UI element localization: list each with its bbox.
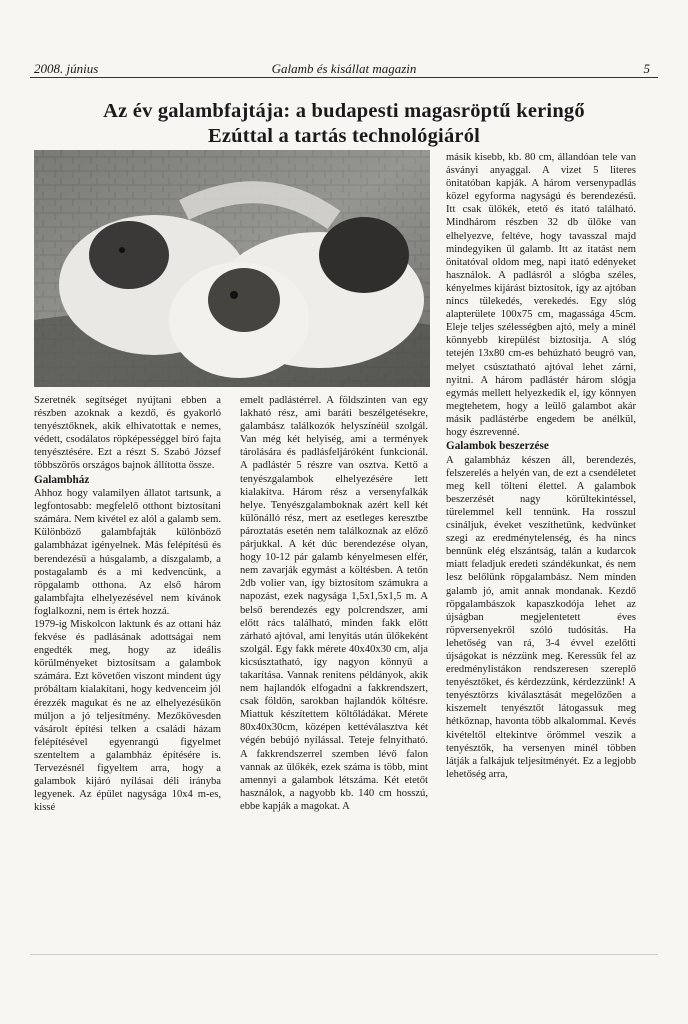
body-paragraph: 1979-ig Miskolcon laktunk és az ottani ház fekvése és padlásának adottságai nem engedték meg, hogy az ideális körülményeket biztosítsam a galambok számára. Ezt követően viszont mindent úgy próbáltam kialakítani, hogy kedvenceim jól érezzék magukat és ne az elhelyezésükön múljon a jó teljesítmény. Mezőkövesden vásárolt építési telken a családi házam felépítésével egyenrangú figyelmet szenteltem a galambház építésére is. Tervezésnél figyeltem arra, hogy a galambok kijáró nyílásai déli irányba legyenek. Az épület nagysága 10x4 m-es, kissé bbox=[34, 619, 221, 814]
body-paragraph: emelt padlástérrel. A földszinten van egy lakható rész, ami baráti beszélgetésekre, galambász találkozók helyszínéül szolgál. Van még két helyiség, ami a termények tárolására és padlásfeljáróként funkcionál. A padlástér 5 részre van osztva. Kettő a tenyészgalambok elhelyezésére lett kialakítva. Három rész a versenyfalkák helye. Tenyészgalamboknak azért kell két különálló rész, mert az esetleges keresztbe pároztatás esetén nem találkoznak az előző párjukkal. A két dúc berendezése olyan, hogy 10-12 pár galamb kényelmesen elfér, nem zavarják egymást a költésben. A tetőn 2db volier van, így biztosítom számukra a napozást, ezek nagysága 1,5x1,5x1,5 m. A belső berendezés egy polcrendszer, ami előtt rács található, minden fakk előtt zárható ajtóval, ami lenyitás után ülőkeként szolgál. Egy fakk mérete 40x40x30 cm, alja kicsúsztatható, így nagyon könnyű a takarítása. Vannak renitens példányok, akik nem hajlandók elfogadni a fakkrendszert, csak földön, sarokban hajlandók költésre. Miattuk készítettem költőládákat. Mérete 80x40x30cm, középen kettéválasztva két végén bebújó nyílással. Teteje felnyitható. A fakkrendszerrel szemben lévő falon vannak az ülőkék, ezek száma is több, mint amennyi a galambok létszáma. Két etetőt használok, a nagyobb kb. 140 cm hosszú, ebbe kapják a magokat. A bbox=[240, 395, 428, 812]
intro-paragraph: Szeretnék segítséget nyújtani ebben a részben azoknak a kezdő, és gyakorló tenyésztőknek, akik elhivatottak e nemes, védett, csodálatos röpképességgel bíró fajta tenyésztésére. Ezt a részt S. Szabó József többszörös országos bajnok állította össze. bbox=[34, 395, 221, 472]
pigeon-photo-illustration bbox=[34, 150, 430, 387]
article-column-2 bbox=[240, 394, 428, 939]
running-header bbox=[30, 61, 658, 78]
body-paragraph: Ahhoz hogy valamilyen állatot tartsunk, a legfontosabb: megfelelő otthont biztosítani számára. Nem kivétel ez alól a galamb sem. Különböző galambfajták különböző galambházat igényelnek. Más felépítésű és berendezésű a húsgalamb, a díszgalamb, a postagalamb és a mi kedvencünk, a röpgalamb otthona. Az első három galambfajta elhelyezésével nem kívánok foglalkozni, nem is értek hozzá. bbox=[34, 488, 221, 617]
article-column-1 bbox=[34, 394, 221, 939]
page-number: 5 bbox=[643, 61, 650, 76]
section-heading-galambhaz: Galambház bbox=[34, 473, 90, 486]
article-title bbox=[20, 99, 668, 149]
body-paragraph: A galambház készen áll, berendezés, felszerelés a helyén van, de ezt a csendéletet meg kell tölteni élettel. A galambok beszerzését nagy körültekintéssel, türelemmel kell tennünk. Ha rosszul csináljuk, éveket veszíthetünk, kedvünket szegi az eredménytelenség, és ha nincs bennünk elég elszántság, talán a kudarcok miatt feladjuk eredeti szándékunkat, és nem lesz belőlünk röpgalambász. Nem minden galamb jó, amit annak mondanak. Kezdő röpgalambászok kapaszkodója lehet az újságban megjelentetett éves röpversenyekről szóló tudósítás. Ha lehetőség van rá, 3-4 évvel ezelőtti újságokat is nézzünk meg. Keressük fel az eredménylistákon rendszeresen szereplő tenyésztőket, és kérdezzünk, kérdezzünk! A tenyésztörzs kiválasztását megelőzően a kiszemelt tenyésztőt látogassuk meg hétköznap, havonta több alkalommal. Kevés kivételtől eltekintve örömmel veszik a tenyésztők, ha versenyen minél többen látják a falkájuk teljesítményét. Ez a legjobb lehetőség arra, bbox=[446, 454, 636, 780]
issue-date: 2008. június bbox=[34, 61, 99, 76]
article-title-line-1: Az év galambfajtája: a budapesti magasröptű keringő bbox=[103, 100, 585, 122]
bottom-divider bbox=[30, 954, 658, 955]
pigeon-photo bbox=[34, 150, 430, 387]
body-paragraph: másik kisebb, kb. 80 cm, állandóan tele van ásványi anyaggal. A vizet 5 literes önitatóban kapják. A három versenypadlás közel egyforma nagyságú és berendezésű. Itt csak ülőkék, etető és itató található. Mindhárom részben 32 db ülőke van elhelyezve, feltéve, hogy tavasszal majd mindegyiken ül galamb. Itt az itatást nem önitatóval oldom meg, napi itató edényeket használok. A padlásról a slógba széles, kényelmes kijárást biztosítok, így az ajtóban nincs tülekedés, verekedés. Egy slóg alapterülete 100x75 cm, magassága 45cm. Eleje teljes szélességben ajtó, mely a minél könnyebb kirepülést biztosítja. A slóg tetején 13x80 cm-es behúzható beugró van, melyet csúsztatható ajtóval lehet zárni, nyitni. A három padlástér három slógja egymás mellett helyezkedik el, így könnyen megtehetem, hogy a leülő galambot akár másik padlástérbe engedem be anélkül, hogy észrevenné. bbox=[446, 152, 636, 438]
section-heading-galambok-beszerzese: Galambok beszerzése bbox=[446, 440, 549, 453]
article-column-3 bbox=[446, 151, 636, 939]
magazine-name: Galamb és kisállat magazin bbox=[271, 61, 417, 76]
article-title-line-2: Ezúttal a tartás technológiáról bbox=[207, 125, 481, 147]
